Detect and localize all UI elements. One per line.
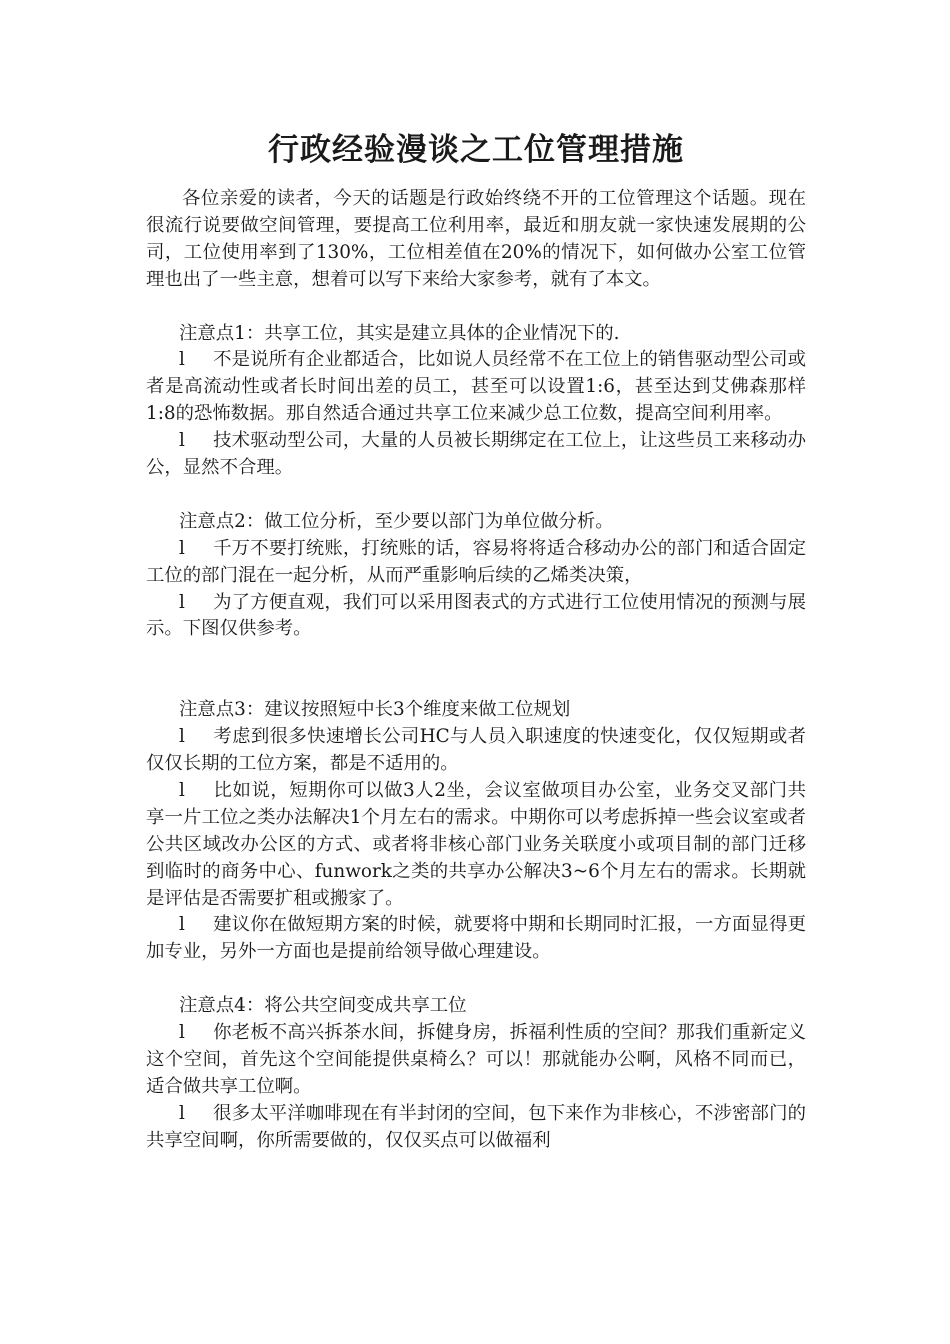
bullet-marker: l [179,779,185,801]
list-item-text: 千万不要打统账，打统账的话，容易将将适合移动办公的部门和适合固定工位的部门混在一起分析，从而严重影响后续的乙烯类决策， [146,537,806,586]
list-item-text: 很多太平洋咖啡现在有半封闭的空间，包下来作为非核心，不涉密部门的共享空间啊，你所需要做的，仅仅买点可以做福利 [146,1102,806,1151]
list-item [146,912,806,966]
bullet-marker: l [179,726,185,748]
bullet-marker: l [179,349,185,371]
section-heading-3: 注意点3：建议按照短中长3个维度来做工位规划 [179,699,571,721]
section-heading-2: 注意点2：做工位分析，至少要以部门为单位做分析。 [179,510,614,532]
document-title: 行政经验漫谈之工位管理措施 [268,132,684,168]
list-item-text: 你老板不高兴拆茶水间，拆健身房，拆福利性质的空间？那我们重新定义这个空间，首先这个空间能提供桌椅么？可以！那就能办公啊，风格不同而已，适合做共享工位啊。 [146,1022,806,1097]
intro-paragraph: 各位亲爱的读者，今天的话题是行政始终绕不开的工位管理这个话题。现在很流行说要做空间管理，要提高工位利用率，最近和朋友就一家快速发展期的公司，工位使用率到了130%，工位相差值在20%的情况下，如何做办公室工位管理也出了一些主意，想着可以写下来给大家参考，就有了本文。 [146,188,806,290]
list-item [146,1101,806,1155]
spacer [146,966,806,993]
list-item-text: 考虑到很多快速增长公司HC与人员入职速度的快速变化，仅仅短期或者仅仅长期的工位方案，都是不适用的。 [146,726,806,774]
spacer [146,482,806,509]
bullet-marker: l [179,430,185,452]
list-item [146,778,806,913]
bullet-marker: l [179,537,185,559]
list-item [146,347,806,428]
bullet-marker: l [179,591,185,613]
spacer [146,294,806,321]
section-heading-1: 注意点1：共享工位，其实是建立具体的企业情况下的. [179,322,620,344]
list-item-text: 建议你在做短期方案的时候，就要将中期和长期同时汇报，一方面显得更加专业，另外一方面也是提前给领导做心理建设。 [146,914,806,963]
list-item [146,724,806,778]
spacer [146,643,806,697]
bullet-marker: l [179,1102,185,1124]
list-item-text: 为了方便直观，我们可以采用图表式的方式进行工位使用情况的预测与展示。下图仅供参考。 [146,591,806,640]
list-item-text: 技术驱动型公司，大量的人员被长期绑定在工位上，让这些员工来移动办公，显然不合理。 [146,430,806,479]
list-item [146,590,806,644]
list-item [146,1020,806,1101]
list-item-text: 比如说，短期你可以做3人2坐，会议室做项目办公室，业务交叉部门共享一片工位之类办法解决1个月左右的需求。中期你可以考虑拆掉一些会议室或者公共区域改办公区的方式、或者将非核心部门业务关联度小或项目制的部门迁移到临时的商务中心、funwork之类的共享办公解决3~6个月左右的需求。长期就是评估是否需要扩租或搬家了。 [146,779,806,909]
bullet-marker: l [179,914,185,936]
list-item [146,536,806,590]
bullet-marker: l [179,1022,185,1044]
list-item-text: 不是说所有企业都适合，比如说人员经常不在工位上的销售驱动型公司或者是高流动性或者长时间出差的员工，甚至可以设置1:6，甚至达到艾佛森那样1:8的恐怖数据。那自然适合通过共享工位来减少总工位数，提高空间利用率。 [146,349,806,425]
section-heading-4: 注意点4：将公共空间变成共享工位 [179,995,467,1017]
list-item [146,428,806,482]
document-body [146,186,806,1155]
